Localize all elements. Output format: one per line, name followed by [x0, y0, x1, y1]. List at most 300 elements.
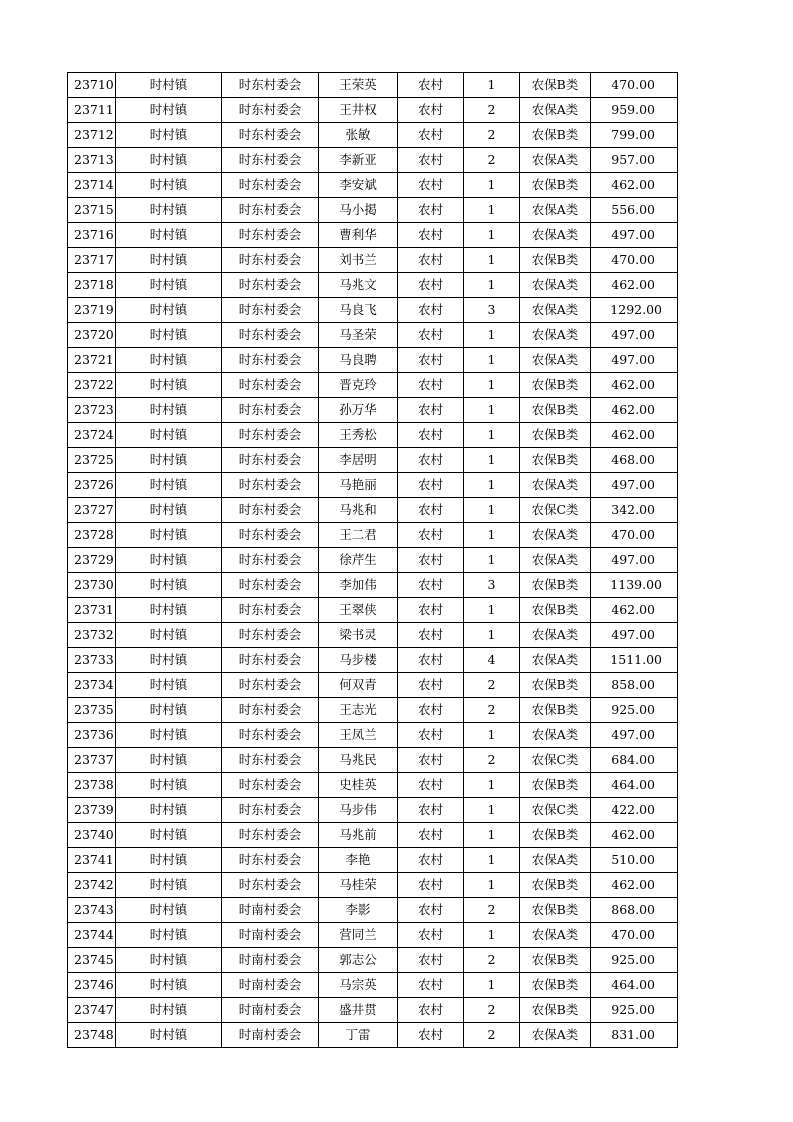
- category-cell: 农村: [398, 898, 464, 923]
- table-row: [68, 423, 678, 448]
- record-id-cell: 23747: [68, 998, 116, 1023]
- insurance-class-cell: 农保B类: [520, 598, 591, 623]
- table-row: [68, 748, 678, 773]
- record-id-cell: 23717: [68, 248, 116, 273]
- table-row: [68, 448, 678, 473]
- record-id-cell: 23729: [68, 548, 116, 573]
- table-row: [68, 898, 678, 923]
- category-cell: 农村: [398, 998, 464, 1023]
- category-cell: 农村: [398, 548, 464, 573]
- village-committee-cell: 时东村委会: [222, 448, 319, 473]
- amount-cell: 497.00: [591, 348, 678, 373]
- household-size-cell: 1: [464, 823, 520, 848]
- category-cell: 农村: [398, 248, 464, 273]
- town-cell: 时村镇: [116, 423, 222, 448]
- village-committee-cell: 时东村委会: [222, 123, 319, 148]
- town-cell: 时村镇: [116, 148, 222, 173]
- record-id-cell: 23724: [68, 423, 116, 448]
- town-cell: 时村镇: [116, 473, 222, 498]
- amount-cell: 470.00: [591, 248, 678, 273]
- table-row: [68, 698, 678, 723]
- insurance-class-cell: 农保B类: [520, 448, 591, 473]
- town-cell: 时村镇: [116, 898, 222, 923]
- household-size-cell: 1: [464, 248, 520, 273]
- name-cell: 王井权: [319, 98, 398, 123]
- name-cell: 史桂英: [319, 773, 398, 798]
- category-cell: 农村: [398, 723, 464, 748]
- table-row: [68, 973, 678, 998]
- category-cell: 农村: [398, 98, 464, 123]
- household-size-cell: 2: [464, 998, 520, 1023]
- town-cell: 时村镇: [116, 323, 222, 348]
- category-cell: 农村: [398, 123, 464, 148]
- town-cell: 时村镇: [116, 598, 222, 623]
- insurance-class-cell: 农保B类: [520, 123, 591, 148]
- household-size-cell: 1: [464, 923, 520, 948]
- table-row: [68, 548, 678, 573]
- record-id-cell: 23722: [68, 373, 116, 398]
- name-cell: 孙万华: [319, 398, 398, 423]
- table-row: [68, 648, 678, 673]
- table-row: [68, 98, 678, 123]
- name-cell: 郭志公: [319, 948, 398, 973]
- village-committee-cell: 时东村委会: [222, 223, 319, 248]
- name-cell: 张敏: [319, 123, 398, 148]
- village-committee-cell: 时东村委会: [222, 173, 319, 198]
- name-cell: 李居明: [319, 448, 398, 473]
- village-committee-cell: 时东村委会: [222, 523, 319, 548]
- record-id-cell: 23733: [68, 648, 116, 673]
- amount-cell: 1292.00: [591, 298, 678, 323]
- insurance-class-cell: 农保B类: [520, 173, 591, 198]
- amount-cell: 1139.00: [591, 573, 678, 598]
- record-id-cell: 23739: [68, 798, 116, 823]
- town-cell: 时村镇: [116, 448, 222, 473]
- record-id-cell: 23728: [68, 523, 116, 548]
- household-size-cell: 1: [464, 223, 520, 248]
- amount-cell: 464.00: [591, 973, 678, 998]
- table-row: [68, 73, 678, 98]
- town-cell: 时村镇: [116, 748, 222, 773]
- name-cell: 王二君: [319, 523, 398, 548]
- category-cell: 农村: [398, 148, 464, 173]
- name-cell: 马良飞: [319, 298, 398, 323]
- household-size-cell: 1: [464, 873, 520, 898]
- village-committee-cell: 时东村委会: [222, 498, 319, 523]
- category-cell: 农村: [398, 373, 464, 398]
- name-cell: 刘书兰: [319, 248, 398, 273]
- insurance-class-cell: 农保B类: [520, 248, 591, 273]
- table-row: [68, 798, 678, 823]
- record-id-cell: 23736: [68, 723, 116, 748]
- town-cell: 时村镇: [116, 548, 222, 573]
- insurance-class-cell: 农保B类: [520, 573, 591, 598]
- name-cell: 何双青: [319, 673, 398, 698]
- category-cell: 农村: [398, 923, 464, 948]
- insurance-class-cell: 农保B类: [520, 673, 591, 698]
- category-cell: 农村: [398, 348, 464, 373]
- amount-cell: 497.00: [591, 548, 678, 573]
- insurance-class-cell: 农保B类: [520, 948, 591, 973]
- household-size-cell: 2: [464, 748, 520, 773]
- record-id-cell: 23732: [68, 623, 116, 648]
- town-cell: 时村镇: [116, 523, 222, 548]
- category-cell: 农村: [398, 498, 464, 523]
- town-cell: 时村镇: [116, 348, 222, 373]
- village-committee-cell: 时东村委会: [222, 623, 319, 648]
- town-cell: 时村镇: [116, 723, 222, 748]
- household-size-cell: 2: [464, 98, 520, 123]
- village-committee-cell: 时东村委会: [222, 373, 319, 398]
- amount-cell: 799.00: [591, 123, 678, 148]
- category-cell: 农村: [398, 748, 464, 773]
- table-row: [68, 823, 678, 848]
- insurance-class-cell: 农保B类: [520, 998, 591, 1023]
- name-cell: 李影: [319, 898, 398, 923]
- household-size-cell: 1: [464, 798, 520, 823]
- village-committee-cell: 时东村委会: [222, 573, 319, 598]
- amount-cell: 342.00: [591, 498, 678, 523]
- town-cell: 时村镇: [116, 398, 222, 423]
- town-cell: 时村镇: [116, 248, 222, 273]
- insurance-class-cell: 农保B类: [520, 823, 591, 848]
- insurance-class-cell: 农保B类: [520, 773, 591, 798]
- category-cell: 农村: [398, 648, 464, 673]
- household-size-cell: 2: [464, 898, 520, 923]
- town-cell: 时村镇: [116, 73, 222, 98]
- household-size-cell: 1: [464, 73, 520, 98]
- table-row: [68, 573, 678, 598]
- household-size-cell: 1: [464, 523, 520, 548]
- record-id-cell: 23746: [68, 973, 116, 998]
- name-cell: 李新亚: [319, 148, 398, 173]
- insurance-class-cell: 农保A类: [520, 198, 591, 223]
- household-size-cell: 2: [464, 673, 520, 698]
- household-size-cell: 4: [464, 648, 520, 673]
- name-cell: 李艳: [319, 848, 398, 873]
- household-size-cell: 2: [464, 948, 520, 973]
- category-cell: 农村: [398, 773, 464, 798]
- category-cell: 农村: [398, 298, 464, 323]
- household-size-cell: 1: [464, 448, 520, 473]
- record-id-cell: 23734: [68, 673, 116, 698]
- village-committee-cell: 时东村委会: [222, 323, 319, 348]
- table-row: [68, 923, 678, 948]
- insurance-class-cell: 农保B类: [520, 873, 591, 898]
- town-cell: 时村镇: [116, 873, 222, 898]
- town-cell: 时村镇: [116, 573, 222, 598]
- amount-cell: 462.00: [591, 398, 678, 423]
- table-body: [68, 73, 678, 1048]
- record-id-cell: 23725: [68, 448, 116, 473]
- town-cell: 时村镇: [116, 948, 222, 973]
- town-cell: 时村镇: [116, 673, 222, 698]
- household-size-cell: 1: [464, 773, 520, 798]
- household-size-cell: 1: [464, 173, 520, 198]
- village-committee-cell: 时南村委会: [222, 898, 319, 923]
- household-size-cell: 1: [464, 423, 520, 448]
- name-cell: 盛井贯: [319, 998, 398, 1023]
- table-row: [68, 348, 678, 373]
- name-cell: 徐芹生: [319, 548, 398, 573]
- household-size-cell: 1: [464, 848, 520, 873]
- record-id-cell: 23727: [68, 498, 116, 523]
- record-id-cell: 23748: [68, 1023, 116, 1048]
- town-cell: 时村镇: [116, 973, 222, 998]
- insurance-class-cell: 农保A类: [520, 523, 591, 548]
- household-size-cell: 1: [464, 598, 520, 623]
- village-committee-cell: 时东村委会: [222, 648, 319, 673]
- name-cell: 曹利华: [319, 223, 398, 248]
- name-cell: 丁雷: [319, 1023, 398, 1048]
- amount-cell: 462.00: [591, 873, 678, 898]
- amount-cell: 462.00: [591, 273, 678, 298]
- insurance-class-cell: 农保A类: [520, 848, 591, 873]
- amount-cell: 925.00: [591, 998, 678, 1023]
- category-cell: 农村: [398, 823, 464, 848]
- record-id-cell: 23742: [68, 873, 116, 898]
- amount-cell: 831.00: [591, 1023, 678, 1048]
- table-row: [68, 123, 678, 148]
- town-cell: 时村镇: [116, 698, 222, 723]
- town-cell: 时村镇: [116, 998, 222, 1023]
- town-cell: 时村镇: [116, 648, 222, 673]
- amount-cell: 470.00: [591, 73, 678, 98]
- insurance-class-cell: 农保B类: [520, 973, 591, 998]
- village-committee-cell: 时东村委会: [222, 423, 319, 448]
- insurance-class-cell: 农保C类: [520, 748, 591, 773]
- insurance-class-cell: 农保A类: [520, 623, 591, 648]
- village-committee-cell: 时东村委会: [222, 198, 319, 223]
- insurance-class-cell: 农保A类: [520, 223, 591, 248]
- town-cell: 时村镇: [116, 623, 222, 648]
- household-size-cell: 1: [464, 323, 520, 348]
- category-cell: 农村: [398, 423, 464, 448]
- amount-cell: 556.00: [591, 198, 678, 223]
- insurance-class-cell: 农保B类: [520, 423, 591, 448]
- table-row: [68, 373, 678, 398]
- household-size-cell: 1: [464, 373, 520, 398]
- insurance-class-cell: 农保A类: [520, 98, 591, 123]
- category-cell: 农村: [398, 173, 464, 198]
- amount-cell: 497.00: [591, 223, 678, 248]
- village-committee-cell: 时东村委会: [222, 273, 319, 298]
- name-cell: 王凤兰: [319, 723, 398, 748]
- record-id-cell: 23710: [68, 73, 116, 98]
- name-cell: 马兆文: [319, 273, 398, 298]
- table-row: [68, 523, 678, 548]
- insurance-class-cell: 农保A类: [520, 148, 591, 173]
- amount-cell: 868.00: [591, 898, 678, 923]
- insurance-class-cell: 农保B类: [520, 698, 591, 723]
- name-cell: 马艳丽: [319, 473, 398, 498]
- village-committee-cell: 时东村委会: [222, 398, 319, 423]
- record-id-cell: 23737: [68, 748, 116, 773]
- name-cell: 马圣荣: [319, 323, 398, 348]
- table-row: [68, 273, 678, 298]
- household-size-cell: 1: [464, 273, 520, 298]
- insurance-class-cell: 农保B类: [520, 898, 591, 923]
- village-committee-cell: 时南村委会: [222, 1023, 319, 1048]
- name-cell: 马兆和: [319, 498, 398, 523]
- amount-cell: 462.00: [591, 373, 678, 398]
- record-id-cell: 23731: [68, 598, 116, 623]
- insurance-class-cell: 农保A类: [520, 323, 591, 348]
- name-cell: 王秀松: [319, 423, 398, 448]
- category-cell: 农村: [398, 598, 464, 623]
- table-row: [68, 323, 678, 348]
- category-cell: 农村: [398, 473, 464, 498]
- household-size-cell: 2: [464, 123, 520, 148]
- category-cell: 农村: [398, 698, 464, 723]
- record-id-cell: 23719: [68, 298, 116, 323]
- town-cell: 时村镇: [116, 273, 222, 298]
- village-committee-cell: 时南村委会: [222, 923, 319, 948]
- insurance-class-cell: 农保A类: [520, 548, 591, 573]
- insurance-class-cell: 农保A类: [520, 473, 591, 498]
- insurance-class-cell: 农保B类: [520, 398, 591, 423]
- amount-cell: 464.00: [591, 773, 678, 798]
- category-cell: 农村: [398, 798, 464, 823]
- name-cell: 马良聘: [319, 348, 398, 373]
- household-size-cell: 1: [464, 348, 520, 373]
- town-cell: 时村镇: [116, 298, 222, 323]
- town-cell: 时村镇: [116, 923, 222, 948]
- insurance-class-cell: 农保B类: [520, 73, 591, 98]
- household-size-cell: 1: [464, 548, 520, 573]
- town-cell: 时村镇: [116, 98, 222, 123]
- name-cell: 马兆民: [319, 748, 398, 773]
- category-cell: 农村: [398, 573, 464, 598]
- category-cell: 农村: [398, 623, 464, 648]
- name-cell: 马桂荣: [319, 873, 398, 898]
- town-cell: 时村镇: [116, 173, 222, 198]
- village-committee-cell: 时东村委会: [222, 298, 319, 323]
- village-committee-cell: 时东村委会: [222, 473, 319, 498]
- category-cell: 农村: [398, 223, 464, 248]
- name-cell: 马宗英: [319, 973, 398, 998]
- amount-cell: 462.00: [591, 423, 678, 448]
- household-size-cell: 1: [464, 498, 520, 523]
- amount-cell: 497.00: [591, 623, 678, 648]
- household-size-cell: 1: [464, 398, 520, 423]
- table-row: [68, 873, 678, 898]
- village-committee-cell: 时东村委会: [222, 748, 319, 773]
- category-cell: 农村: [398, 523, 464, 548]
- village-committee-cell: 时东村委会: [222, 248, 319, 273]
- record-id-cell: 23711: [68, 98, 116, 123]
- category-cell: 农村: [398, 73, 464, 98]
- village-committee-cell: 时南村委会: [222, 998, 319, 1023]
- town-cell: 时村镇: [116, 373, 222, 398]
- table-row: [68, 223, 678, 248]
- household-size-cell: 1: [464, 723, 520, 748]
- amount-cell: 1511.00: [591, 648, 678, 673]
- record-id-cell: 23713: [68, 148, 116, 173]
- table-row: [68, 248, 678, 273]
- table-row: [68, 148, 678, 173]
- table-row: [68, 848, 678, 873]
- household-size-cell: 2: [464, 698, 520, 723]
- household-size-cell: 3: [464, 298, 520, 323]
- village-committee-cell: 时东村委会: [222, 148, 319, 173]
- household-size-cell: 1: [464, 623, 520, 648]
- name-cell: 马兆前: [319, 823, 398, 848]
- table-row: [68, 473, 678, 498]
- amount-cell: 684.00: [591, 748, 678, 773]
- insurance-class-cell: 农保A类: [520, 723, 591, 748]
- category-cell: 农村: [398, 673, 464, 698]
- record-id-cell: 23745: [68, 948, 116, 973]
- amount-cell: 959.00: [591, 98, 678, 123]
- village-committee-cell: 时东村委会: [222, 798, 319, 823]
- insurance-class-cell: 农保C类: [520, 498, 591, 523]
- record-id-cell: 23741: [68, 848, 116, 873]
- village-committee-cell: 时东村委会: [222, 598, 319, 623]
- category-cell: 农村: [398, 973, 464, 998]
- town-cell: 时村镇: [116, 198, 222, 223]
- table-row: [68, 998, 678, 1023]
- category-cell: 农村: [398, 948, 464, 973]
- amount-cell: 925.00: [591, 698, 678, 723]
- category-cell: 农村: [398, 1023, 464, 1048]
- insurance-class-cell: 农保A类: [520, 273, 591, 298]
- record-id-cell: 23718: [68, 273, 116, 298]
- table-row: [68, 948, 678, 973]
- name-cell: 马小掲: [319, 198, 398, 223]
- insurance-class-cell: 农保A类: [520, 298, 591, 323]
- amount-cell: 497.00: [591, 473, 678, 498]
- household-size-cell: 1: [464, 198, 520, 223]
- village-committee-cell: 时东村委会: [222, 773, 319, 798]
- household-size-cell: 3: [464, 573, 520, 598]
- village-committee-cell: 时东村委会: [222, 548, 319, 573]
- village-committee-cell: 时东村委会: [222, 723, 319, 748]
- amount-cell: 510.00: [591, 848, 678, 873]
- village-committee-cell: 时南村委会: [222, 973, 319, 998]
- amount-cell: 470.00: [591, 923, 678, 948]
- name-cell: 马步伟: [319, 798, 398, 823]
- amount-cell: 422.00: [591, 798, 678, 823]
- category-cell: 农村: [398, 198, 464, 223]
- category-cell: 农村: [398, 848, 464, 873]
- name-cell: 梁书灵: [319, 623, 398, 648]
- record-id-cell: 23723: [68, 398, 116, 423]
- household-size-cell: 2: [464, 148, 520, 173]
- table-row: [68, 1023, 678, 1048]
- town-cell: 时村镇: [116, 223, 222, 248]
- category-cell: 农村: [398, 398, 464, 423]
- village-committee-cell: 时东村委会: [222, 698, 319, 723]
- record-id-cell: 23712: [68, 123, 116, 148]
- table-row: [68, 598, 678, 623]
- name-cell: 王荣英: [319, 73, 398, 98]
- village-committee-cell: 时东村委会: [222, 98, 319, 123]
- insurance-class-cell: 农保A类: [520, 1023, 591, 1048]
- category-cell: 农村: [398, 448, 464, 473]
- town-cell: 时村镇: [116, 773, 222, 798]
- insurance-class-cell: 农保C类: [520, 798, 591, 823]
- record-id-cell: 23716: [68, 223, 116, 248]
- amount-cell: 957.00: [591, 148, 678, 173]
- household-size-cell: 1: [464, 973, 520, 998]
- village-committee-cell: 时东村委会: [222, 348, 319, 373]
- insurance-class-cell: 农保A类: [520, 923, 591, 948]
- name-cell: 晋克玲: [319, 373, 398, 398]
- category-cell: 农村: [398, 273, 464, 298]
- insurance-class-cell: 农保A类: [520, 348, 591, 373]
- name-cell: 李安斌: [319, 173, 398, 198]
